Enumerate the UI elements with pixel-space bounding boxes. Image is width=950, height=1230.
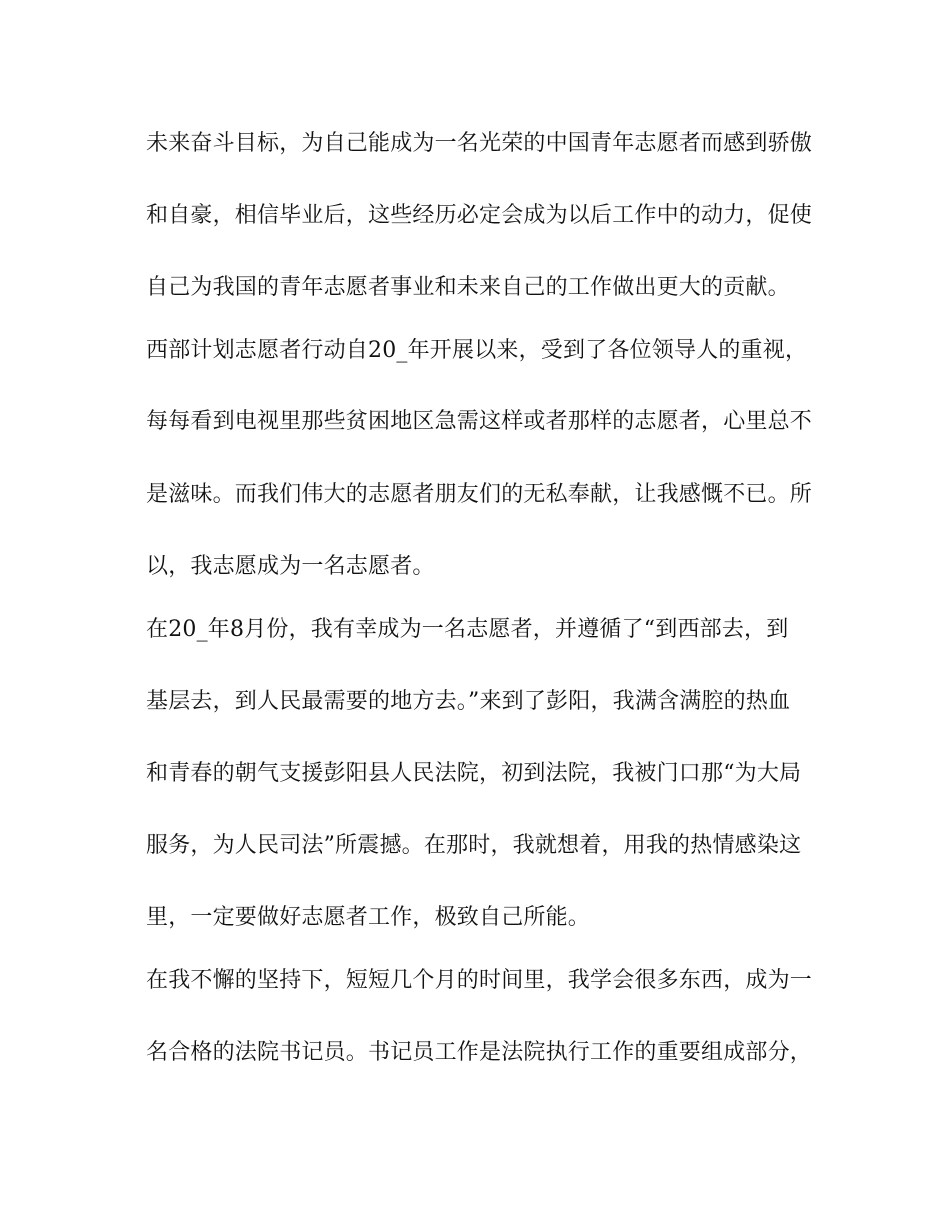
text-line-5: 每每看到电视里那些贫困地区急需这样或者那样的志愿者，心里总不 <box>146 409 813 434</box>
text-line-4: 西部计划志愿者行动自20_年开展以来，受到了各位领导人的重视， <box>146 338 808 363</box>
text-line-12: 里，一定要做好志愿者工作，极致自己所能。 <box>146 905 591 930</box>
text-line-14: 名合格的法院书记员。书记员工作是法院执行工作的重要组成部分， <box>146 1040 813 1065</box>
text-line-7: 以，我志愿成为一名志愿者。 <box>146 554 435 579</box>
text-line-11: 服务，为人民司法”所震撼。在那时，我就想着，用我的热情感染这 <box>146 833 802 858</box>
text-line-8: 在20_年8月份，我有幸成为一名志愿者，并遵循了“到西部去，到 <box>146 617 789 642</box>
text-line-9: 基层去，到人民最需要的地方去。”来到了彭阳，我满含满腔的热血 <box>146 689 791 714</box>
text-line-1: 未来奋斗目标，为自己能成为一名光荣的中国青年志愿者而感到骄傲 <box>146 131 813 156</box>
text-line-2: 和自豪，相信毕业后，这些经历必定会成为以后工作中的动力，促使 <box>146 203 813 228</box>
text-line-6: 是滋味。而我们伟大的志愿者朋友们的无私奉献，让我感慨不已。所 <box>146 482 813 507</box>
text-line-13: 在我不懈的坚持下，短短几个月的时间里，我学会很多东西，成为一 <box>146 968 813 993</box>
text-line-3: 自己为我国的青年志愿者事业和未来自己的工作做出更大的贡献。 <box>146 275 790 300</box>
text-line-10: 和青春的朝气支援彭阳县人民法院，初到法院，我被门口那“为大局 <box>146 761 802 786</box>
